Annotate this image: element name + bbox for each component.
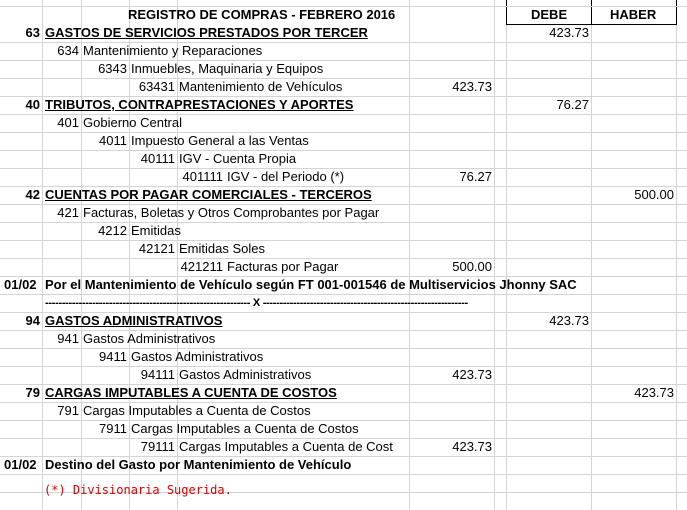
account-name[interactable]: Cargas Imputables a Cuenta de Costos	[131, 421, 359, 436]
account-code[interactable]: 421	[57, 205, 79, 220]
account-code[interactable]: 63431	[138, 79, 175, 94]
account-code[interactable]: 6343	[98, 61, 127, 76]
account-code[interactable]: 94	[25, 313, 40, 328]
account-code[interactable]: 401111	[182, 169, 223, 184]
detail-amount[interactable]: 500.00	[452, 259, 492, 274]
account-name[interactable]: GASTOS DE SERVICIOS PRESTADOS POR TERCER	[45, 25, 368, 40]
account-code[interactable]: 791	[57, 403, 79, 418]
grid-line	[0, 258, 687, 259]
entry-separator: ------------------------------------------------------------- X -------------------------------------------------------------	[45, 297, 468, 309]
account-name[interactable]: Emitidas Soles	[179, 241, 265, 256]
debe-header[interactable]: DEBE	[531, 7, 568, 22]
entry-gloss[interactable]: Por el Mantenimiento de Vehículo según FT 001-001546 de Multiservicios Jhonny SAC	[45, 277, 577, 292]
account-code[interactable]: 79111	[140, 439, 175, 454]
account-name[interactable]: Inmuebles, Maquinaria y Equipos	[131, 61, 324, 76]
entry-date[interactable]: 01/02	[4, 457, 37, 472]
account-name[interactable]: Gastos Administrativos	[179, 367, 312, 382]
entry-date[interactable]: 01/02	[4, 277, 37, 292]
account-code[interactable]: 94111	[140, 367, 175, 382]
account-name[interactable]: Emitidas	[131, 223, 181, 238]
grid-line	[591, 0, 592, 510]
account-code[interactable]: 4212	[98, 223, 127, 238]
haber-header[interactable]: HABER	[610, 7, 657, 22]
account-code[interactable]: 42	[25, 187, 40, 202]
account-code[interactable]: 40111	[140, 151, 175, 166]
grid-line	[506, 0, 507, 510]
debe-amount[interactable]: 423.73	[549, 25, 589, 40]
account-code[interactable]: 9411	[99, 349, 127, 364]
account-name[interactable]: Mantenimiento de Vehículos	[179, 79, 343, 94]
grid-line	[0, 474, 687, 475]
header-border	[676, 0, 677, 24]
grid-line	[494, 0, 495, 510]
account-name[interactable]: CUENTAS POR PAGAR COMERCIALES - TERCEROS	[45, 187, 372, 202]
account-code[interactable]: 7911	[99, 421, 127, 436]
account-code[interactable]: 63	[25, 25, 40, 40]
account-code[interactable]: 401	[57, 115, 79, 130]
footnote[interactable]: (*) Divisionaria Sugerida.	[44, 483, 232, 497]
grid-line	[0, 78, 687, 79]
account-name[interactable]: Cargas Imputables a Cuenta de Costos	[83, 403, 311, 418]
account-name[interactable]: Facturas por Pagar	[227, 259, 339, 274]
detail-amount[interactable]: 423.73	[452, 367, 492, 382]
account-name[interactable]: TRIBUTOS, CONTRAPRESTACIONES Y APORTES	[45, 97, 354, 112]
grid-line	[0, 240, 687, 241]
account-code[interactable]: 79	[25, 385, 40, 400]
account-name[interactable]: Gastos Administrativos	[83, 331, 216, 346]
grid-line	[42, 0, 43, 510]
account-name[interactable]: Facturas, Boletas y Otros Comprobantes por Pagar	[83, 205, 380, 220]
detail-amount[interactable]: 423.73	[452, 439, 492, 454]
account-name[interactable]: Cargas Imputables a Cuenta de Cost	[179, 439, 393, 454]
grid-line	[676, 0, 677, 510]
haber-amount[interactable]: 500.00	[634, 187, 674, 202]
account-code[interactable]: 421211	[180, 259, 223, 274]
entry-gloss[interactable]: Destino del Gasto por Mantenimiento de Vehículo	[45, 457, 352, 472]
account-name[interactable]: Gobierno Central	[83, 115, 182, 130]
grid-line	[0, 150, 687, 151]
detail-amount[interactable]: 423.73	[452, 79, 492, 94]
grid-line	[0, 366, 687, 367]
account-name[interactable]: Impuesto General a las Ventas	[131, 133, 309, 148]
account-name[interactable]: Mantenimiento y Reparaciones	[83, 43, 263, 58]
account-code[interactable]: 42121	[138, 241, 175, 256]
account-name[interactable]: CARGAS IMPUTABLES A CUENTA DE COSTOS	[45, 385, 337, 400]
sheet-title[interactable]: REGISTRO DE COMPRAS - FEBRERO 2016	[128, 7, 396, 22]
account-code[interactable]: 40	[25, 97, 40, 112]
account-name[interactable]: Gastos Administrativos	[131, 349, 264, 364]
header-border	[591, 0, 592, 24]
debe-amount[interactable]: 423.73	[549, 313, 589, 328]
account-code[interactable]: 4011	[99, 133, 127, 148]
grid-line	[409, 0, 410, 510]
debe-amount[interactable]: 76.27	[556, 97, 589, 112]
header-border	[506, 0, 507, 24]
account-name[interactable]: IGV - del Periodo (*)	[227, 169, 345, 184]
account-code[interactable]: 941	[57, 331, 79, 346]
account-name[interactable]: GASTOS ADMINISTRATIVOS	[45, 313, 223, 328]
account-code[interactable]: 634	[57, 43, 79, 58]
haber-amount[interactable]: 423.73	[634, 385, 674, 400]
detail-amount[interactable]: 76.27	[459, 169, 492, 184]
account-name[interactable]: IGV - Cuenta Propia	[179, 151, 297, 166]
